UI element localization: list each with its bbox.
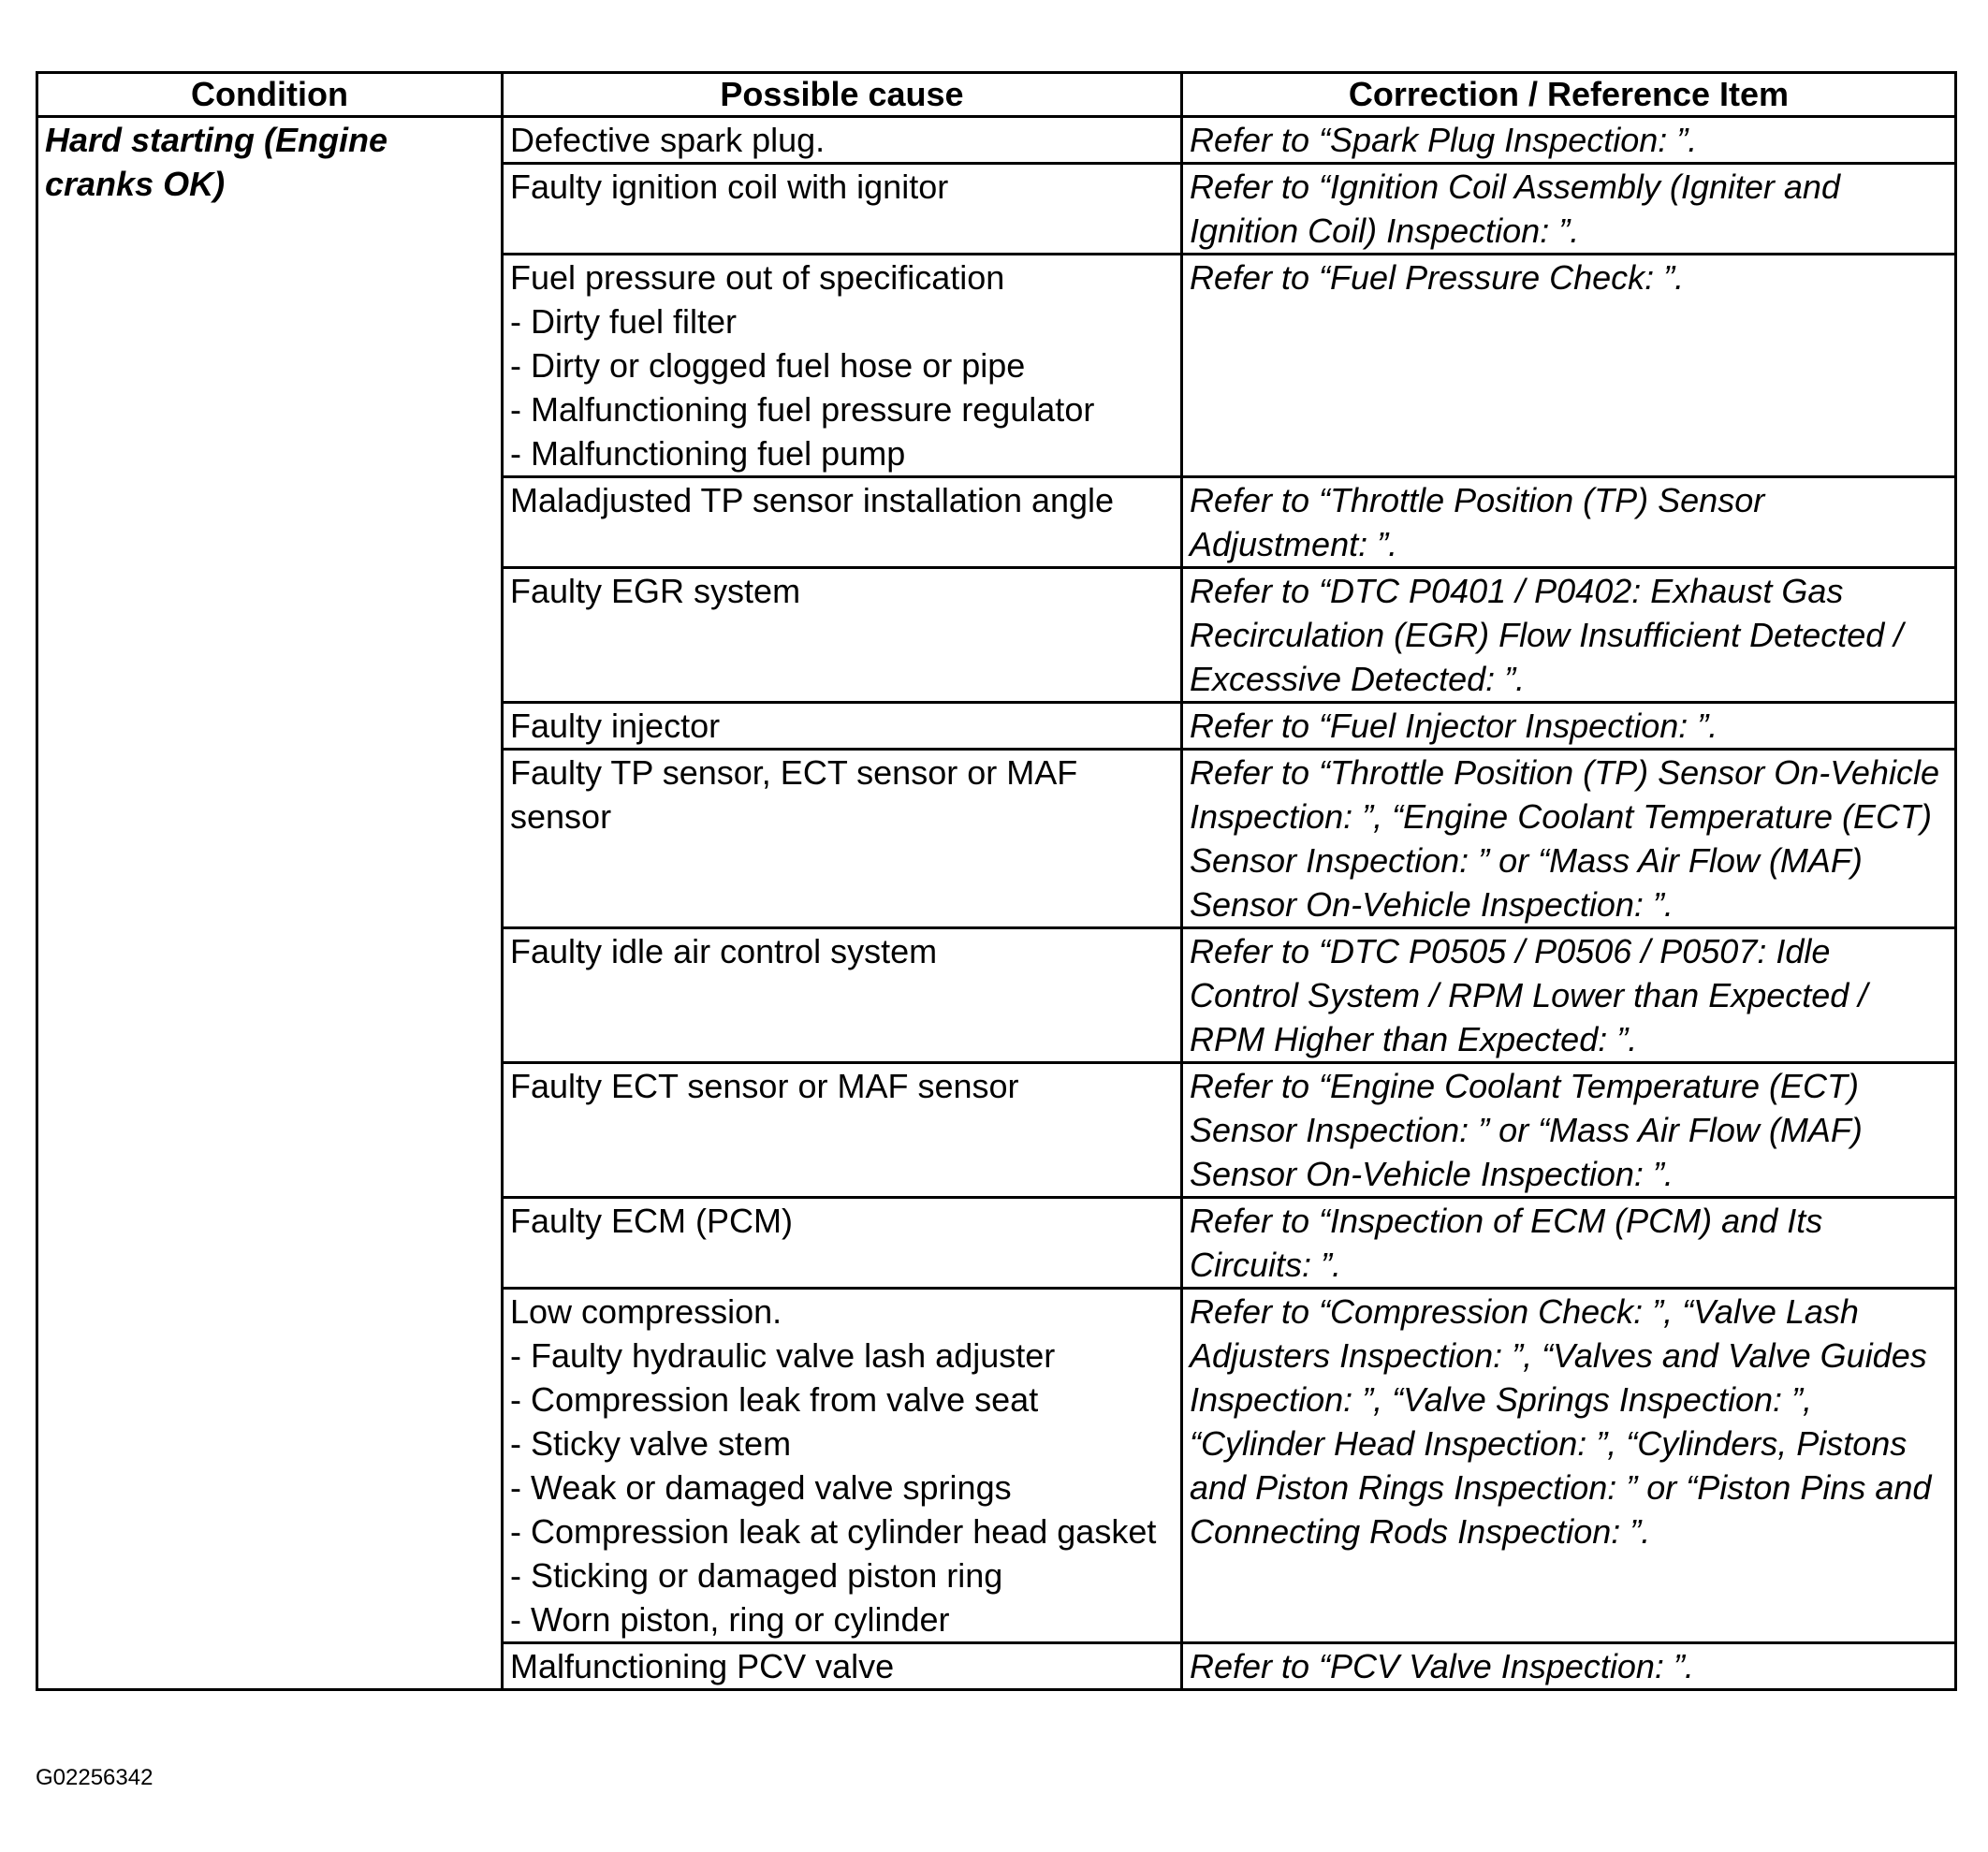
- reference-cell: Refer to “Compression Check: ”, “Valve Lash Adjusters Inspection: ”, “Valves and Valve Guides Inspection: ”, “Valve Springs Inspection: ”, “Cylinder Head Inspection: ”, “Cylinders, Pistons and Piston Rings Inspection: ” or “Piston Pins and Connecting Rods Inspection: ”.: [1182, 1289, 1956, 1643]
- cause-line: Faulty idle air control system: [510, 932, 938, 970]
- cause-line: Malfunctioning PCV valve: [510, 1647, 895, 1685]
- reference-cell: Refer to “Fuel Injector Inspection: ”.: [1182, 703, 1956, 750]
- reference-cell: Refer to “Engine Coolant Temperature (ECT) Sensor Inspection: ” or “Mass Air Flow (MAF) Sensor On-Vehicle Inspection: ”.: [1182, 1063, 1956, 1198]
- possible-cause-cell: [503, 1063, 1182, 1198]
- table-header-row: [37, 73, 1956, 117]
- cause-line: Faulty injector: [510, 707, 721, 745]
- table-body: [37, 117, 1956, 1690]
- possible-cause-cell: [503, 1643, 1182, 1690]
- cause-line: - Sticky valve stem: [510, 1424, 792, 1463]
- cause-line: - Compression leak from valve seat: [510, 1380, 1039, 1419]
- reference-cell: Refer to “PCV Valve Inspection: ”.: [1182, 1643, 1956, 1690]
- cause-line: - Dirty or clogged fuel hose or pipe: [510, 346, 1026, 385]
- cause-line: - Faulty hydraulic valve lash adjuster: [510, 1336, 1056, 1375]
- possible-cause-cell: [503, 1289, 1182, 1643]
- cause-line: Faulty TP sensor, ECT sensor or MAF sensor: [510, 753, 1078, 836]
- reference-cell: Refer to “Inspection of ECM (PCM) and Its Circuits: ”.: [1182, 1198, 1956, 1289]
- header-possible-cause: Possible cause: [503, 73, 1182, 117]
- possible-cause-cell: [503, 750, 1182, 928]
- reference-cell: Refer to “Ignition Coil Assembly (Igniter and Ignition Coil) Inspection: ”.: [1182, 164, 1956, 255]
- cause-line: - Malfunctioning fuel pressure regulator: [510, 390, 1095, 429]
- possible-cause-cell: [503, 477, 1182, 568]
- condition-cell: Hard starting (Engine cranks OK): [37, 117, 503, 1690]
- cause-line: - Dirty fuel filter: [510, 302, 738, 341]
- possible-cause-cell: [503, 255, 1182, 477]
- reference-cell: Refer to “DTC P0401 / P0402: Exhaust Gas Recirculation (EGR) Flow Insufficient Detected / Excessive Detected: ”.: [1182, 568, 1956, 703]
- possible-cause-cell: [503, 1198, 1182, 1289]
- possible-cause-cell: [503, 928, 1182, 1063]
- cause-line: - Sticking or damaged piston ring: [510, 1556, 1003, 1595]
- cause-line: Fuel pressure out of specification: [510, 258, 1005, 297]
- reference-cell: Refer to “Throttle Position (TP) Sensor On-Vehicle Inspection: ”, “Engine Coolant Temperature (ECT) Sensor Inspection: ” or “Mass Air Flow (MAF) Sensor On-Vehicle Inspection: ”.: [1182, 750, 1956, 928]
- cause-line: Faulty EGR system: [510, 572, 801, 610]
- cause-line: Faulty ECM (PCM): [510, 1202, 794, 1240]
- cause-line: - Compression leak at cylinder head gasket: [510, 1512, 1157, 1551]
- cause-line: - Weak or damaged valve springs: [510, 1468, 1012, 1507]
- cause-line: Faulty ignition coil with ignitor: [510, 168, 949, 206]
- header-correction-reference: Correction / Reference Item: [1182, 73, 1956, 117]
- cause-line: - Malfunctioning fuel pump: [510, 434, 906, 473]
- cause-line: Faulty ECT sensor or MAF sensor: [510, 1067, 1019, 1105]
- cause-line: Low compression.: [510, 1292, 782, 1331]
- cause-line: Maladjusted TP sensor installation angle: [510, 481, 1115, 519]
- header-condition: Condition: [37, 73, 503, 117]
- diagnosis-table: [36, 71, 1957, 1691]
- figure-id: G02256342: [36, 1765, 153, 1790]
- cause-line: Defective spark plug.: [510, 121, 826, 159]
- reference-cell: Refer to “Throttle Position (TP) Sensor Adjustment: ”.: [1182, 477, 1956, 568]
- table-row: [37, 117, 1956, 164]
- possible-cause-cell: [503, 117, 1182, 164]
- possible-cause-cell: [503, 164, 1182, 255]
- possible-cause-cell: [503, 703, 1182, 750]
- cause-line: - Worn piston, ring or cylinder: [510, 1600, 950, 1639]
- reference-cell: Refer to “Spark Plug Inspection: ”.: [1182, 117, 1956, 164]
- possible-cause-cell: [503, 568, 1182, 703]
- reference-cell: Refer to “Fuel Pressure Check: ”.: [1182, 255, 1956, 477]
- reference-cell: Refer to “DTC P0505 / P0506 / P0507: Idle Control System / RPM Lower than Expected / RPM Higher than Expected: ”.: [1182, 928, 1956, 1063]
